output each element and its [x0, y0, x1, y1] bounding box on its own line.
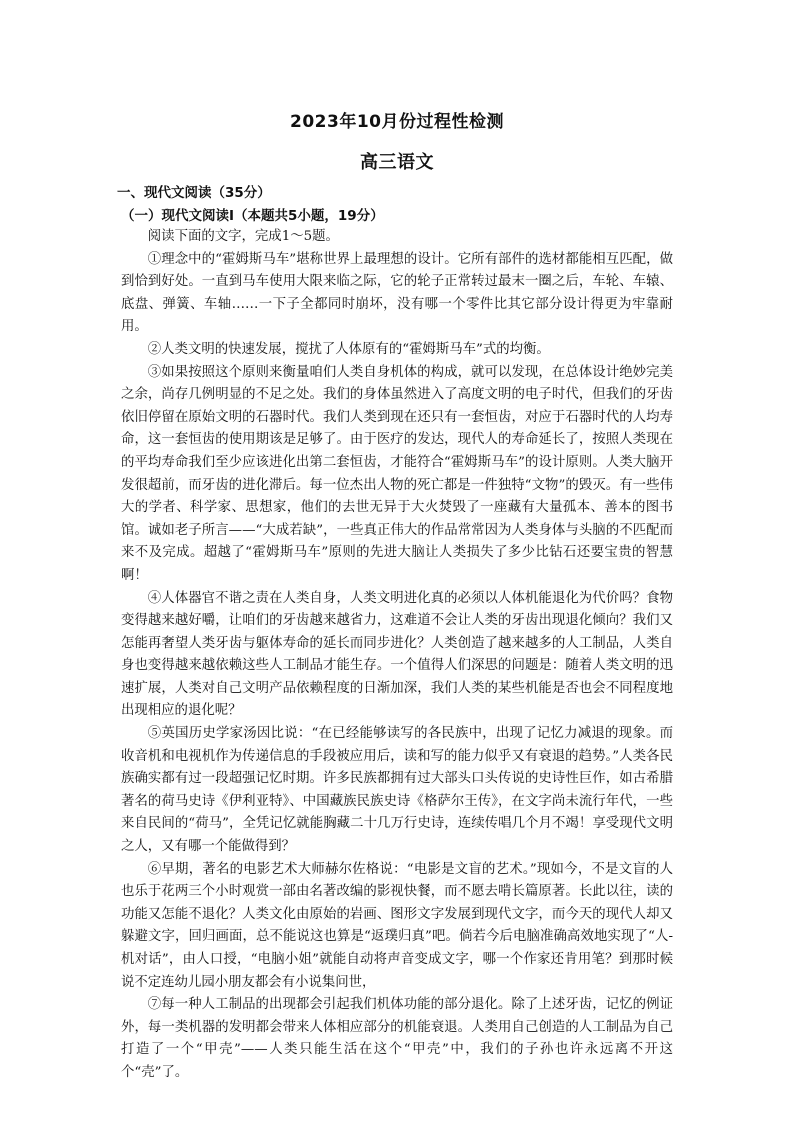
paragraph-6: ⑥早期，著名的电影艺术大师赫尔佐格说：“电影是文盲的艺术。”现如今，不是文盲的人也乐于花两三个小时观赏一部由名著改编的影视快餐，而不愿去啃长篇原著。长此以往，读的功能又怎能不退化？人类文化由原始的岩画、图形文字发展到现代文字，而今天的现代人却又躲避文字，回归画面，总不能说这也算是“返璞归真”吧。倘若今后电脑准确高效地实现了“人-机对话”，由人口授，“电脑小姐”就能自动将声音变成文字，哪一个作家还肯用笔？到那时候说不定连幼儿园小朋友都会有小说集问世，: [121, 861, 673, 990]
exam-subtitle: 高三语文: [360, 152, 434, 173]
paragraph-2: ②人类文明的快速发展，搅扰了人体原有的“霍姆斯马车”式的均衡。: [147, 341, 550, 357]
subsection-heading: （一）现代文阅读Ⅰ（本题共5小题，19分）: [121, 208, 384, 224]
exam-title: 2023年10月份过程性检测: [290, 112, 504, 132]
paragraph-5: ⑤英国历史学家汤因比说：“在已经能够读写的各民族中，出现了记忆力减退的现象。而收音机和电视机作为传递信息的手段被应用后，读和写的能力似乎又有衰退的趋势。”人类各民族确实都有过一段超强记忆时期。许多民族都拥有过大部头口头传说的史诗性巨作，如古希腊著名的荷马史诗《伊利亚特》、中国藏族民族史诗《格萨尔王传》，在文字尚未流行年代，一些来自民间的“荷马”，全凭记忆就能胸藏二十几万行史诗，连续传唱几个月不竭！享受现代文明之人，又有哪一个能做得到？: [121, 726, 673, 855]
section-heading: 一、现代文阅读（35分）: [117, 185, 271, 201]
instruction: 阅读下面的文字，完成1～5题。: [147, 229, 339, 244]
paragraph-1: ①理念中的“霍姆斯马车”堪称世界上最理想的设计。它所有部件的选材都能相互匹配，做到恰到好处。一直到马车使用大限来临之际，它的轮子正常转过最末一圈之后，车轮、车辕、底盘、弹簧、车轴……一下子全都同时崩坏，没有哪一个零件比其它部分设计得更为牢靠耐用。: [121, 251, 673, 335]
paragraph-7: ⑦每一种人工制品的出现都会引起我们机体功能的部分退化。除了上述牙齿，记忆的例证外，每一类机器的发明都会带来人体相应部分的机能衰退。人类用自己创造的人工制品为自己打造了一个“甲壳”——人类只能生活在这个“甲壳”中，我们的子孙也许永远离不开这个“壳”了。: [121, 997, 673, 1080]
reading-passage: [121, 226, 673, 1085]
paragraph-3: ③如果按照这个原则来衡量咱们人类自身机体的构成，就可以发现，在总体设计绝妙完美之余，尚存几例明显的不足之处。我们的身体虽然进入了高度文明的电子时代，但我们的牙齿依旧停留在原始文明的石器时代。我们人类到现在还只有一套恒齿，对应于石器时代的人均寿命，这一套恒齿的使用期该是足够了。由于医疗的发达，现代人的寿命延长了，按照人类现在的平均寿命我们至少应该进化出第二套恒齿，才能符合“霍姆斯马车”的设计原则。人类大脑开发很超前，而牙齿的进化滞后。每一位杰出人物的死亡都是一件独特“文物”的毁灭。有一些伟大的学者、科学家、思想家，他们的去世无异于大火焚毁了一座藏有大量孤本、善本的图书馆。诚如老子所言——“大成若缺”，一些真正伟大的作品常常因为人类身体与头脑的不匹配而来不及完成。超越了“霍姆斯马车”原则的先进大脑让人类损失了多少比钻石还要宝贵的智慧啊！: [121, 364, 673, 583]
paragraph-4: ④人体器官不谐之责在人类自身，人类文明进化真的必须以人体机能退化为代价吗？食物变得越来越好嚼，让咱们的牙齿越来越省力，这难道不会让人类的牙齿出现退化倾向？我们又怎能再奢望人类牙齿与躯体寿命的延长而同步进化？人类创造了越来越多的人工制品，人类自身也变得越来越依赖这些人工制品才能生存。一个值得人们深思的问题是：随着人类文明的迅速扩展，人类对自己文明产品依赖程度的日渐加深，我们人类的某些机能是否也会不同程度地出现相应的退化呢？: [121, 590, 673, 719]
